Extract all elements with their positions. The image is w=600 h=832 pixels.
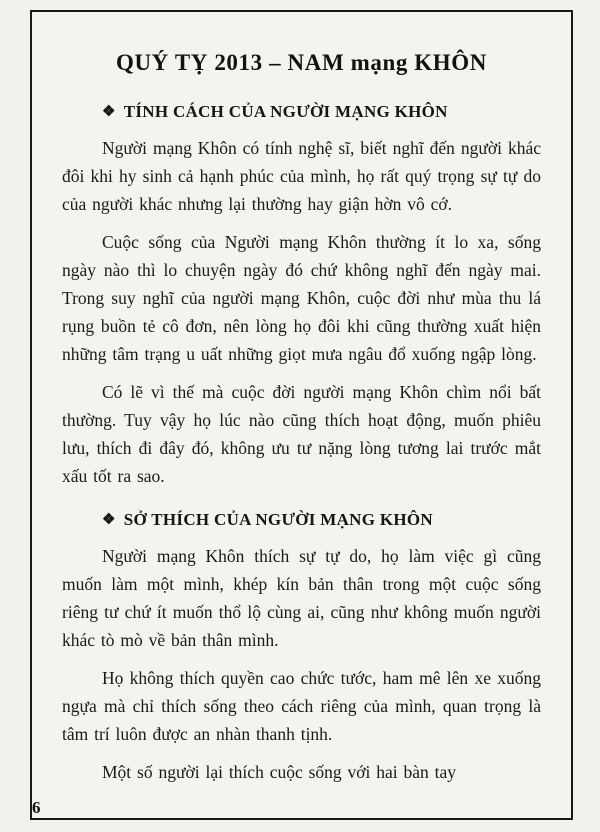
page-title: QUÝ TỴ 2013 – NAM mạng KHÔN bbox=[115, 50, 487, 75]
section-heading-so-thich bbox=[62, 510, 541, 530]
paragraph: Họ không thích quyền cao chức tước, ham mê lên xe xuống ngựa mà chỉ thích sống theo cách riêng của mình, quan trọng là tâm trí luôn được an nhàn thanh tịnh. bbox=[62, 668, 541, 744]
section-heading-tinh-cach bbox=[62, 102, 541, 122]
page-content bbox=[32, 12, 571, 786]
section-tinh-cach bbox=[62, 102, 541, 490]
section-so-thich bbox=[62, 510, 541, 786]
paragraph: Một số người lại thích cuộc sống với hai bàn tay bbox=[102, 762, 457, 782]
section-heading-text: SỞ THÍCH CỦA NGƯỜI MẠNG KHÔN bbox=[123, 510, 433, 529]
paragraph: Có lẽ vì thế mà cuộc đời người mạng Khôn chìm nổi bất thường. Tuy vậy họ lúc nào cũng thích hoạt động, muốn phiêu lưu, thích đi đây đó, không ưu tư nặng lòng tương lai trước mắt xấu tốt ra sao. bbox=[62, 382, 541, 486]
paragraph: Người mạng Khôn có tính nghệ sĩ, biết nghĩ đến người khác đôi khi hy sinh cả hạnh phúc của mình, họ rất quý trọng sự tự do của người khác nhưng lại thường hay giận hờn vô cớ. bbox=[62, 138, 541, 214]
page-border-frame bbox=[30, 10, 573, 820]
diamond-bullet-icon: ❖ bbox=[102, 512, 116, 528]
page-number: 6 bbox=[32, 798, 41, 817]
diamond-bullet-icon: ❖ bbox=[102, 104, 116, 120]
paragraph: Cuộc sống của Người mạng Khôn thường ít lo xa, sống ngày nào thì lo chuyện ngày đó chứ không nghĩ đến ngày mai. Trong suy nghĩ của người mạng Khôn, cuộc đời như mùa thu lá rụng buồn tẻ cô đơn, nên lòng họ đôi khi cũng thường xuất hiện những tâm trạng u uất những giọt mưa ngâu đổ xuống ngập lòng. bbox=[62, 232, 541, 364]
section-heading-text: TÍNH CÁCH CỦA NGƯỜI MẠNG KHÔN bbox=[123, 102, 448, 121]
paragraph: Người mạng Khôn thích sự tự do, họ làm việc gì cũng muốn làm một mình, khép kín bản thân trong một cuộc sống riêng tư chứ ít muốn thổ lộ cùng ai, cũng như không muốn người khác tò mò về bản thân mình. bbox=[62, 546, 541, 650]
